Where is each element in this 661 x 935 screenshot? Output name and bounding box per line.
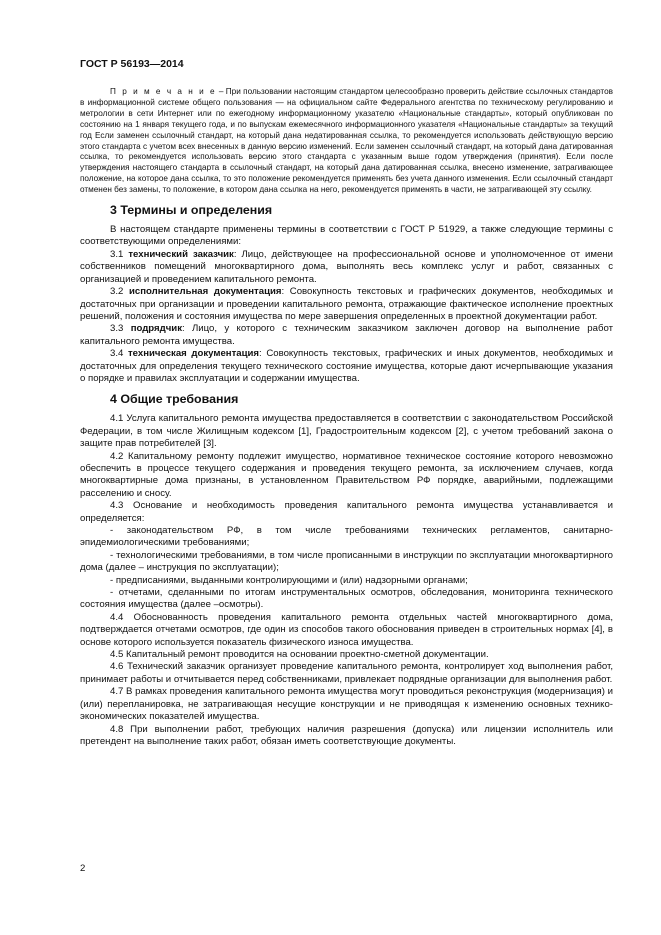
term-definition: : Совокупность текстовых и графических документов, необходимых и достаточных при организации и проведении капитального ремонта, отражающие фактическое исполнение проектных решений, положения и состояния имущества по мере завершения определенных в проектной документации работ. [80, 286, 613, 322]
list-item: - законодательством РФ, в том числе требованиями технических регламентов, санитарно-эпидемиологическими требованиями; [80, 525, 613, 549]
term-definition: : Совокупность текстовых, графических и иных документов, необходимых и достаточных для определения текущего технического состояние имущества, которые дают исчерпывающие указания о порядке и правилах эксплуатации и содержании имущества. [80, 348, 613, 384]
paragraph-4-1: 4.1 Услуга капитального ремонта имущества предоставляется в соответствии с законодательством Российской Федерации, в том числе Жилищным кодексом [1], Градостроительным кодексом [2], с учетом требований закона о защите прав потребителей [3]. [80, 413, 613, 450]
page-number: 2 [80, 863, 86, 874]
term-number: 3.3 [110, 323, 131, 335]
note-label: П р и м е ч а н и е [110, 87, 217, 96]
list-item: - отчетами, сделанными по итогам инструментальных осмотров, обследования, мониторинга технического состояния имущества (далее –осмотры). [80, 587, 613, 611]
document-page [80, 58, 613, 748]
term-3-1 [80, 249, 613, 286]
list-item: - предписаниями, выданными контролирующими и (или) надзорными органами; [110, 574, 468, 586]
term-definition: : Лицо, действующее на профессиональной основе и уполномоченное от имени собственников помещений многоквартирного дома, выполнять весь комплекс услуг и работ, связанных с организацией и проведением капитального ремонта. [80, 248, 613, 285]
paragraph-4-3: 4.3 Основание и необходимость проведения капитального ремонта имущества устанавливается и определяется: [80, 500, 613, 524]
term-name: исполнительная документация [129, 286, 282, 298]
paragraph-4-8: 4.8 При выполнении работ, требующих наличия разрешения (допуска) или лицензии исполнитель или претендент на выполнение таких работ, обязан иметь соответствующие документы. [80, 723, 613, 747]
term-number: 3.4 [110, 348, 128, 360]
term-name: подрядчик [130, 323, 182, 335]
paragraph-4-7: 4.7 В рамках проведения капитального ремонта имущества могут проводиться реконструкция (модернизация) и (или) перепланировка, не затрагивающая несущие конструкции и не приводящая к изменению основных технико-экономических показателей имущества. [80, 686, 613, 723]
note-text: – При пользовании настоящим стандартом целесообразно проверить действие ссылочных стандартов в информационной системе общего пользования — на официальном сайте Федерального агентства по техническому регулированию и метрологии в сети Интернет или по ежегодному информационному указателю «Национальные стандарты», который опубликован по состоянию на 1 января текущего года, и по выпускам ежемесячного информационного указателя «Национальные стандарты» за текущий год Если заменен ссылочный стандарт, на который дана недатированная ссылка, то рекомендуется использовать действующую версию этого стандарта с учетом всех внесенных в данную версию изменений. Если заменен ссылочный стандарт, на который дана датированная ссылка, то рекомендуется использовать версию этого стандарта с указанным выше годом утверждения (принятия). Если после утверждения настоящего стандарта в ссылочный стандарт, на который дана датированная ссылка, внесено изменение, затрагивающее положение, на которое дана ссылка, то это положение рекомендуется применять без учета данного изменения. Если ссылочный стандарт отменен без замены, то положение, в котором дана ссылка на него, рекомендуется применять в части, не затрагивающей эту ссылку. [80, 87, 613, 195]
term-number: 3.2 [110, 286, 129, 298]
paragraph-4-5: 4.5 Капитальный ремонт проводится на основании проектно-сметной документации. [110, 649, 489, 661]
term-3-4 [80, 348, 613, 385]
term-name: технический заказчик [128, 248, 234, 260]
section-3-heading: 3 Термины и определения [110, 203, 273, 218]
section-4-heading: 4 Общие требования [110, 392, 239, 407]
term-definition: : Лицо, у которого с техническим заказчиком заключен договор на выполнение работ капитального ремонта имущества. [80, 323, 613, 347]
standard-header: ГОСТ Р 56193—2014 [80, 58, 184, 70]
paragraph-4-2: 4.2 Капитальному ремонту подлежит имущество, нормативное техническое состояние которого невозможно обеспечить в процессе текущего содержания и проведения текущего ремонта, за исключением случаев, когда многоквартирные дома признаны, в установленном Правительством РФ порядке, аварийными, подлежащими расселению и сносу. [80, 450, 613, 499]
note-paragraph [80, 87, 613, 196]
paragraph-4-6: 4.6 Технический заказчик организует проведение капитального ремонта, контролирует ход выполнения работ, принимает работы и отчитывается перед собственниками, привлекает подрядные организации для выполнения работ. [80, 661, 613, 685]
section-3-intro: В настоящем стандарте применены термины в соответствии с ГОСТ Р 51929, а также следующие термины с соответствующими определениями: [80, 224, 613, 248]
paragraph-4-4: 4.4 Обоснованность проведения капитального ремонта отдельных частей многоквартирного дома, подтверждается отчетами осмотров, где один из способов такого обоснования приведен в строительных нормах [4], в основе которого используется показатель физического износа имущества. [80, 611, 613, 648]
term-number: 3.1 [110, 248, 129, 260]
term-3-3 [80, 323, 613, 348]
term-3-2 [80, 286, 613, 323]
list-item: - технологическими требованиями, в том числе прописанными в инструкции по эксплуатации многоквартирного дома (далее – инструкция по эксплуатации); [80, 549, 613, 574]
term-name: техническая документация [127, 348, 260, 360]
